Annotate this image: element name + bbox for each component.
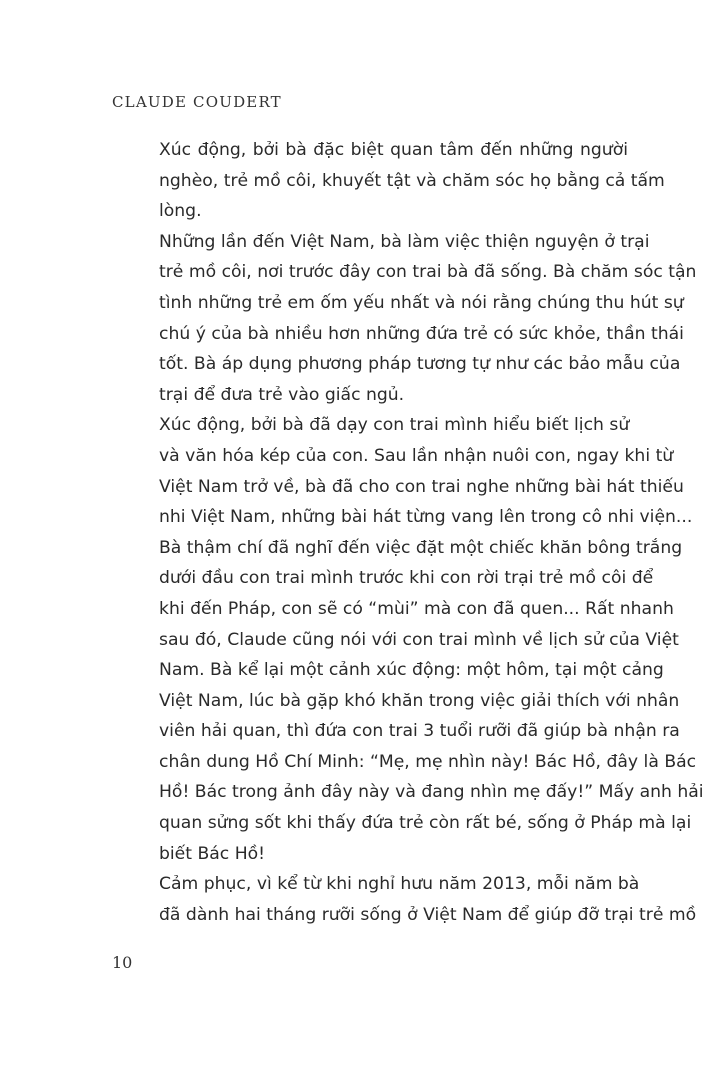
text-line: tình những trẻ em ốm yếu nhất và nói rằng chúng thu hút sự [159,292,684,313]
paragraph [112,869,697,930]
text-line: và văn hóa kép của con. Sau lần nhận nuôi con, ngay khi từ [159,445,674,466]
text-line: Xúc động, bởi bà đã dạy con trai mình hiểu biết lịch sử [159,415,630,436]
paragraph [112,227,697,411]
text-line: quan sửng sốt khi thấy đứa trẻ còn rất bé, sống ở Pháp mà lại [159,813,692,834]
text-line: Nam. Bà kể lại một cảnh xúc động: một hôm, tại một cảng [159,660,664,681]
text-line: trại để đưa trẻ vào giấc ngủ. [159,384,405,405]
page-body [112,135,704,930]
text-line: Bà thậm chí đã nghĩ đến việc đặt một chiếc khăn bông trắng [159,537,683,558]
text-line: dưới đầu con trai mình trước khi con rời trại trẻ mồ côi để [159,568,654,589]
paragraph [112,410,704,869]
text-line: tốt. Bà áp dụng phương pháp tương tự như các bảo mẫu của [159,354,681,375]
text-line: viên hải quan, thì đứa con trai 3 tuổi rưỡi đã giúp bà nhận ra [159,721,680,742]
text-line: khi đến Pháp, con sẽ có “mùi” mà con đã quen... Rất nhanh [159,598,674,619]
text-line: Việt Nam, lúc bà gặp khó khăn trong việc giải thích với nhân [159,690,680,711]
text-line: lòng. [159,201,202,222]
text-line: nhi Việt Nam, những bài hát từng vang lên trong cô nhi viện... [159,507,693,528]
text-line: chú ý của bà nhiều hơn những đứa trẻ có sức khỏe, thần thái [159,323,684,344]
text-line: Việt Nam trở về, bà đã cho con trai nghe những bài hát thiếu [159,476,684,497]
text-line: biết Bác Hồ! [159,843,266,864]
running-head: CLAUDE COUDERT [112,93,282,111]
paragraph [112,135,665,227]
text-line: Xúc động, bởi bà đặc biệt quan tâm đến những người [159,140,628,160]
text-line: chân dung Hồ Chí Minh: “Mẹ, mẹ nhìn này! Bác Hồ, đây là Bác [159,751,697,772]
text-line: trẻ mồ côi, nơi trước đây con trai bà đã sống. Bà chăm sóc tận [159,262,697,283]
page-number: 10 [112,953,133,972]
text-line: Hồ! Bác trong ảnh đây này và đang nhìn mẹ đấy!” Mấy anh hải [159,782,704,803]
text-line: đã dành hai tháng rưỡi sống ở Việt Nam để giúp đỡ trại trẻ mồ [159,904,697,925]
text-line: nghèo, trẻ mồ côi, khuyết tật và chăm sóc họ bằng cả tấm [159,170,665,191]
text-line: Cảm phục, vì kể từ khi nghỉ hưu năm 2013, mỗi năm bà [159,874,640,895]
text-line: Những lần đến Việt Nam, bà làm việc thiện nguyện ở trại [159,231,650,252]
text-line: sau đó, Claude cũng nói với con trai mình về lịch sử của Việt [159,629,679,650]
